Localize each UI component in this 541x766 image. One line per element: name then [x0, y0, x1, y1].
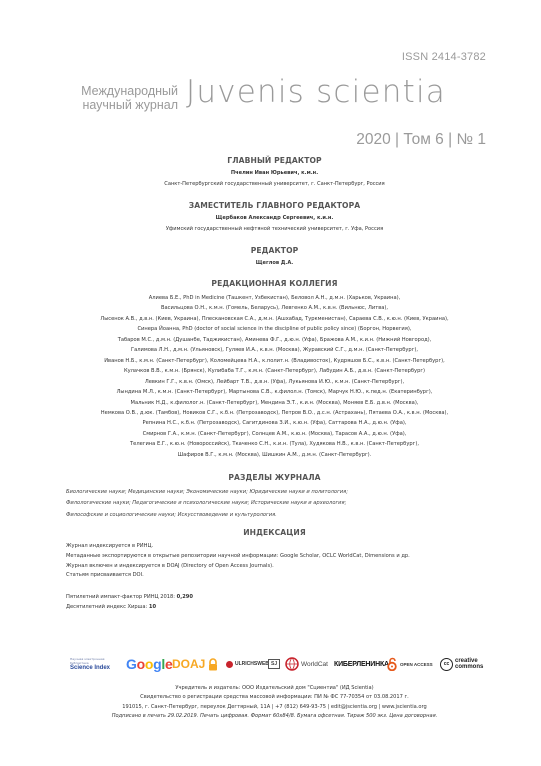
google-letter: e — [164, 656, 173, 672]
editor-heading: РЕДАКТОР — [250, 246, 299, 255]
board-line: Телегина Е.Г., к.ю.н. (Новороссийск), Ткаченко С.Н., к.и.н. (Тула), Худякова Н.В., к.в.н. (Санкт-Петербург), — [130, 441, 419, 448]
footer-line: 191015, г. Санкт-Петербург, переулок Дегтярный, 11А | +7 (812) 649-93-75 | edit@jscientia.org | www.jscientia.org — [122, 703, 427, 710]
board-heading: РЕДАКЦИОННАЯ КОЛЛЕГИЯ — [211, 279, 338, 288]
doaj-logo — [172, 653, 205, 675]
open-access-text: OPEN ACCESS — [400, 661, 433, 667]
chief-editor-name: Пчелин Иван Юрьевич, к.м.н. — [230, 170, 319, 176]
ulrichs-logo — [226, 653, 269, 675]
cc-top-text: creative — [455, 658, 478, 664]
footer-line: Свидетельство о регистрации средства массовой информации: ПИ № ФС 77-70354 от 03.08.2017 г. — [140, 694, 409, 701]
hirsch-index-label: Десятилетний индекс Хирша: — [66, 604, 149, 611]
google-letter: l — [161, 656, 165, 672]
open-lock-icon — [386, 657, 398, 671]
google-letter: o — [144, 656, 154, 672]
worldcat-logo — [285, 653, 328, 675]
board-line: Мальник Н.Д., к.филолог.н. (Санкт-Петербург), Мендина Э.Т., к.и.н. (Москва), Моняев Е.Б. д.в.н. (Москва), — [130, 399, 419, 406]
science-index-text: Science Index — [70, 664, 111, 671]
indexing-line: Метаданные экспортируются в открытые репозитории научной информации: Google Scholar, OCLC WorldCat, Dimensions и др. — [66, 552, 410, 559]
science-index-logo — [70, 653, 118, 675]
indexing-line: Статьям присваивается DOI. — [66, 572, 144, 579]
creative-commons-logo — [440, 653, 483, 675]
sections-heading: РАЗДЕЛЫ ЖУРНАЛА — [228, 473, 321, 482]
science-index-top-text: Научная электронная библиотека — [70, 656, 105, 665]
chief-editor-affiliation: Санкт-Петербургский государственный университет, г. Санкт-Петербург, Россия — [164, 181, 385, 187]
sections-list — [66, 487, 486, 521]
indexing-list — [66, 542, 486, 581]
journal-subtitle-line2: научный журнал — [82, 98, 178, 112]
publisher-footer — [63, 684, 486, 722]
google-logo — [126, 653, 172, 675]
ulrichs-dot-icon — [226, 661, 233, 668]
board-line: Васильцова О.Н., к.м.н. (Гомель, Беларусь), Левгенко А.М., к.в.н. (Вильнюс, Литва), — [160, 305, 389, 312]
board-line: Синера Йоанна, PhD (doctor of social science in the discipline of public policy since) (Боргон, Норвегия), — [137, 326, 412, 333]
impact-factor-label: Пятилетний импакт-фактор РИНЦ 2018: — [66, 594, 177, 600]
doaj-text: DOAJ — [172, 657, 206, 671]
hirsch-index-value: 10 — [148, 604, 157, 611]
footer-line: Учредитель и издатель: ООО Издательский дом "Сциентиа" (ИД Scientia) — [175, 685, 374, 691]
board-line: Кулачков В.В., к.м.н. (Брянск), Кулибаба Т.Г., к.м.н. (Санкт-Петербург), Лабудин А.Б., д.в.н. (Санкт-Петербург) — [123, 368, 426, 375]
globe-icon — [285, 657, 299, 671]
sections-line: Философские и социологические науки; Искусствоведение и культурология. — [66, 511, 277, 518]
impact-metrics — [66, 592, 486, 612]
open-access-logo — [386, 653, 433, 675]
editor-name: Щеглов Д.А. — [255, 260, 294, 266]
cc-icon: cc — [440, 658, 453, 671]
indexing-heading: ИНДЕКСАЦИЯ — [243, 528, 306, 537]
journal-subtitle — [62, 84, 178, 112]
deputy-editor-heading: ЗАМЕСТИТЕЛЬ ГЛАВНОГО РЕДАКТОРА — [188, 201, 361, 210]
worldcat-text: WorldCat — [301, 660, 328, 668]
board-line: Табаров М.С., д.м.н. (Душанбе, Таджикистан), Аминева Ф.Г., д.ю.н. (Уфа), Бражова А.М., к.и.н. (Нижний Новгород), — [117, 336, 432, 343]
board-line: Шафиров В.Г., к.м.н. (Москва), Шишкин А.М., д.м.н. (Санкт-Петербург). — [177, 451, 372, 458]
journal-subtitle-line1: Международный — [81, 84, 178, 98]
sj-logo — [268, 653, 280, 675]
indexing-line: Журнал индексируется в РИНЦ. — [66, 543, 154, 549]
google-letter: g — [153, 656, 162, 672]
ulrichs-text: ULRICHSWEB — [235, 661, 269, 667]
board-line: Лысенок А.В., д.в.н. (Киев, Украина), Плескановская С.А., д.м.н. (Ашхабад, Туркменистан), Сараева С.В., к.ю.н. (Киев, Украина), — [100, 315, 449, 322]
lock-icon — [208, 653, 218, 675]
google-letter: G — [126, 656, 137, 672]
deputy-editor-affiliation: Уфимский государственный нефтяной технический университет, г. Уфа, Россия — [165, 226, 384, 232]
board-line: Алиева Б.Е., PhD in Medicine (Ташкент, Узбекистан), Беловол А.Н., д.м.н. (Харьков, Украина), — [148, 295, 401, 301]
cyberleninka-text: КИБЕРЛЕНИНКА — [334, 660, 389, 668]
board-line: Смирнов Г.А., к.м.н. (Санкт-Петербург), Солнцев А.М., к.ю.н. (Москва), Тарасов А.А., д.ю.н. (Уфа), — [142, 430, 407, 437]
sections-line: Биологические науки; Медицинские науки; Экономические науки; Юридические науки и политология; — [66, 489, 348, 495]
board-line: Немкова О.В., д.юк. (Тамбов), Новиков С.Г., к.б.н. (Петрозаводск), Петров В.О., д.с.н. (Астрахань), Пятаева О.А., к.в.н. (Москва), — [100, 409, 449, 416]
indexing-line: Журнал включен и индексируется в DOAJ (Directory of Open Access Journals). — [66, 562, 274, 569]
board-line: Лындина М.Л., к.м.н. (Санкт-Петербург), Мартынова С.В., к.филол.н. (Томск), Марчук Н.Ю., к.пед.н. (Екатеринбург), — [116, 389, 433, 396]
hirsch-index — [66, 602, 486, 612]
board-line: Левкин Г.Г., к.в.н. (Омск), Лейбарт Т.В., д.в.н. (Уфа), Лукьянова И.Ю., к.м.н. (Санкт-Петербург), — [144, 378, 405, 385]
sj-text: SJ — [268, 659, 280, 669]
footer-print-info: Подписано в печать 29.02.2019. Печать цифровая. Формат 60х84/8. Бумага офсетная. Тираж 500 экз. Цена договорная. — [111, 713, 438, 720]
issn-number: ISSN 2414-3782 — [401, 51, 486, 63]
google-letter: o — [136, 656, 145, 672]
issue-number: 2020 | Том 6 | № 1 — [356, 131, 486, 148]
board-line: Иванов Н.Б., к.м.н. (Санкт-Петербург), Коломейцева Н.А., к.полит.н. (Владивосток), Кудряшов Б.С., к.в.н. (Санкт-Петербург), — [104, 357, 445, 364]
sections-line: Филологические науки; Педагогические и психологические науки; Исторические науки и археология; — [66, 500, 347, 507]
deputy-editor-name: Щербаков Александр Сергеевич, к.и.н. — [215, 215, 334, 221]
cyberleninka-logo — [334, 653, 389, 675]
board-line: Репнина Н.С., к.б.н. (Петрозаводск), Сагитдинова З.И., к.ю.н. (Уфа), Саттарова Н.А., д.ю.н. (Уфа), — [142, 420, 407, 427]
chief-editor-heading: ГЛАВНЫЙ РЕДАКТОР — [227, 156, 322, 165]
cc-bottom-text: commons — [455, 664, 484, 670]
board-line: Галимова Л.Н., д.м.н. (Ульяновск), Гуляев И.А., к.в.н. (Москва), Журавский С.Г., д.м.н. (Санкт-Петербург), — [130, 347, 419, 354]
journal-title: Juvenis scientia — [186, 74, 446, 110]
impact-factor-value: 0,290 — [176, 594, 193, 600]
editorial-board-list — [60, 293, 489, 460]
impact-factor — [66, 592, 486, 602]
